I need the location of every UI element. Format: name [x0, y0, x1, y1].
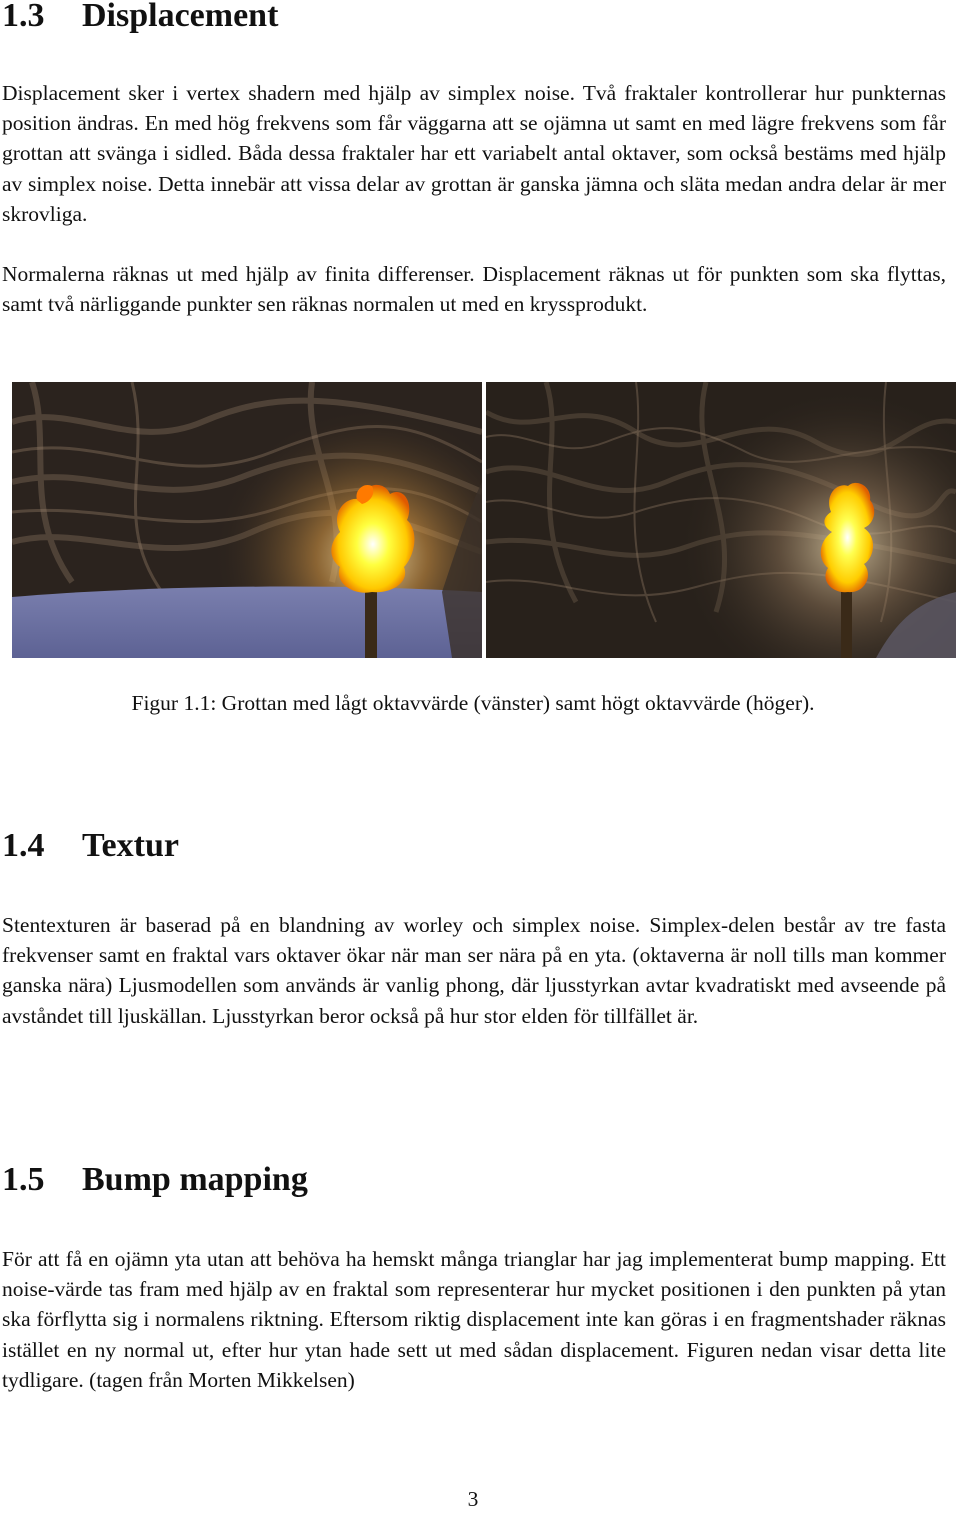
section-heading-bump-mapping — [2, 1160, 308, 1200]
figure-cave-comparison — [12, 382, 956, 658]
cave-high-octave-image — [486, 382, 956, 658]
section-title: Displacement — [82, 0, 279, 34]
section-number: 1.3 — [2, 0, 45, 34]
paragraph: För att få en ojämn yta utan att behöva ha hemskt många trianglar har jag implementerat bump mapping. Ett noise-värde tas fram med hjälp av en fraktal som representerar hur mycket positionen i den punkten på ytan ska förflytta sig i normalens riktning. Eftersom riktig displacement inte kan göras i en fragmentshader räknas istället en ny normal ut, efter hur ytan hade sett ut med sådan displacement. Figuren nedan visar detta lite tydligare. (tagen från Morten Mikkelsen) — [2, 1247, 946, 1392]
section-heading-textur — [2, 826, 179, 866]
paragraph: Normalerna räknas ut med hjälp av finita differenser. Displacement räknas ut för punkten som ska flyttas, samt två närliggande punkter sen räknas normalen ut med en kryssprodukt. — [2, 262, 946, 317]
section-title: Textur — [82, 827, 179, 864]
paragraph: Stentexturen är baserad på en blandning av worley och simplex noise. Simplex-delen består av tre fasta frekvenser samt en fraktal vars oktaver ökar när man ser nära på en yta. (oktaverna är noll tills man kommer ganska nära) Ljusmodellen som används är vanlig phong, där ljusstyrkan avtar kvadratiskt med avseende på avståndet till ljuskällan. Ljusstyrkan beror också på hur stor elden för tillfället är. — [2, 913, 946, 1028]
paragraph: Displacement sker i vertex shadern med hjälp av simplex noise. Två fraktaler kontrollerar hur punkternas position ändras. En med hög frekvens som får väggarna att se ojämna ut samt en med lägre frekvens som får grottan att svänga i sidled. Båda dessa fraktaler har ett variabelt antal oktaver, som också bestäms med hjälp av simplex noise. Detta innebär att vissa delar av grottan är ganska jämna och släta medan andra delar är mer skrovliga. — [2, 81, 946, 226]
section-number: 1.5 — [2, 1161, 45, 1198]
section-heading-displacement — [2, 0, 278, 36]
section-number: 1.4 — [2, 827, 45, 864]
cave-low-octave-image — [12, 382, 482, 658]
figure-caption: Figur 1.1: Grottan med lågt oktavvärde (vänster) samt högt oktavvärde (höger). — [131, 691, 815, 715]
section-title: Bump mapping — [82, 1161, 308, 1198]
page-number: 3 — [467, 1487, 479, 1511]
